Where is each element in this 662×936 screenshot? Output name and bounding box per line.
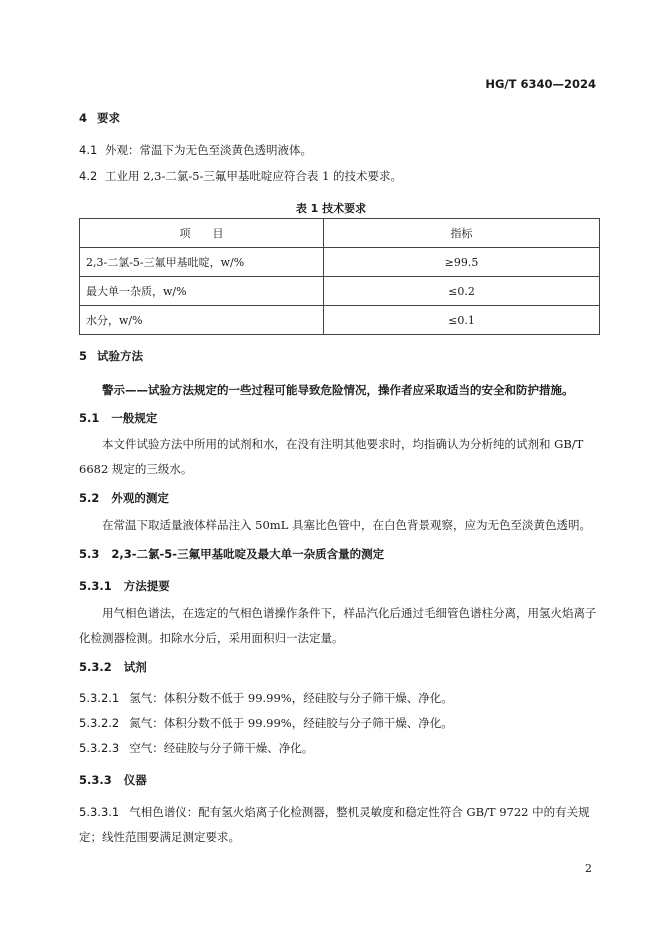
table-header-row [80, 219, 600, 248]
clause-text: 氢气：体积分数不低于 99.99%，经硅胶与分子筛干燥、净化。 [129, 691, 453, 705]
section-5-2-heading [79, 490, 169, 506]
section-number: 5 [79, 349, 88, 363]
section-number: 5.3.2 [79, 660, 112, 674]
table-cell-value: ≤0.1 [324, 306, 600, 335]
clause-text: 工业用 2,3-二氯-5-三氟甲基吡啶应符合表 1 的技术要求。 [105, 169, 403, 183]
column-header-value: 指标 [324, 219, 600, 248]
method-summary-text: 用气相色谱法，在选定的气相色谱操作条件下，样品汽化后通过毛细管色谱柱分离，用氢火焰离子化检测器检测。扣除水分后，采用面积归一法定量。 [79, 606, 597, 645]
section-number: 5.3.1 [79, 579, 112, 593]
section-number: 5.2 [79, 491, 100, 505]
section-5-3-heading [79, 546, 384, 562]
section-5-1-heading [79, 410, 157, 426]
section-title: 仪器 [123, 773, 147, 787]
reagent-item [79, 736, 600, 761]
table-cell-item: 水分，w/% [80, 306, 324, 335]
section-5-heading [79, 348, 143, 364]
section-5-3-2-heading [79, 659, 147, 675]
table-cell-value: ≤0.2 [324, 277, 600, 306]
section-title: 试剂 [123, 660, 147, 674]
clause-number: 4.2 [79, 169, 98, 183]
section-number: 4 [79, 111, 88, 125]
section-title: 2,3-二氯-5-三氟甲基吡啶及最大单一杂质含量的测定 [111, 547, 385, 561]
table-cell-item: 最大单一杂质，w/% [80, 277, 324, 306]
standard-number: HG/T 6340—2024 [485, 77, 596, 91]
section-number: 5.1 [79, 411, 100, 425]
safety-warning: 警示——试验方法规定的一些过程可能导致危险情况，操作者应采取适当的安全和防护措施。 [102, 383, 574, 397]
table-cell-value: ≥99.5 [324, 248, 600, 277]
section-title: 外观的测定 [111, 491, 169, 505]
appearance-test-text: 在常温下取适量液体样品注入 50mL 具塞比色管中，在白色背景观察，应为无色至淡黄色透明。 [102, 518, 591, 532]
clause-number: 5.3.2.3 [79, 741, 120, 755]
table-caption: 表 1 技术要求 [295, 202, 367, 215]
section-title: 试验方法 [97, 349, 143, 363]
table-row [80, 306, 600, 335]
section-5-3-3-heading [79, 772, 147, 788]
section-title: 一般规定 [111, 411, 158, 425]
section-title: 方法提要 [123, 579, 170, 593]
clause-number: 4.1 [79, 143, 98, 157]
page-number: 2 [585, 862, 592, 875]
clause-text: 外观：常温下为无色至淡黄色透明液体。 [105, 143, 312, 157]
clause-4-1 [79, 143, 600, 159]
table-cell-item: 2,3-二氯-5-三氟甲基吡啶，w/% [80, 248, 324, 277]
reagent-item [79, 686, 600, 711]
clause-text: 氮气：体积分数不低于 99.99%，经硅胶与分子筛干燥、净化。 [129, 716, 453, 730]
section-4-heading [79, 110, 120, 126]
clause-number: 5.3.3.1 [79, 805, 120, 819]
table-row [80, 277, 600, 306]
section-number: 5.3 [79, 547, 100, 561]
clause-text: 空气：经硅胶与分子筛干燥、净化。 [129, 741, 314, 755]
clause-number: 5.3.2.1 [79, 691, 120, 705]
section-5-3-1-heading [79, 578, 170, 594]
clause-text: 气相色谱仪：配有氢火焰离子化检测器，整机灵敏度和稳定性符合 GB/T 9722 中的有关规定；线性范围要满足测定要求。 [79, 805, 590, 844]
instrument-item [79, 800, 600, 850]
spec-table [79, 218, 600, 335]
general-provisions-text: 本文件试验方法中所用的试剂和水，在没有注明其他要求时，均指确认为分析纯的试剂和 GB/T 6682 规定的三级水。 [79, 437, 584, 476]
reagent-item [79, 711, 600, 736]
section-title: 要求 [97, 111, 120, 125]
section-number: 5.3.3 [79, 773, 112, 787]
clause-4-2 [79, 169, 600, 185]
table-row [80, 248, 600, 277]
column-header-item: 项 目 [80, 219, 324, 248]
clause-number: 5.3.2.2 [79, 716, 120, 730]
